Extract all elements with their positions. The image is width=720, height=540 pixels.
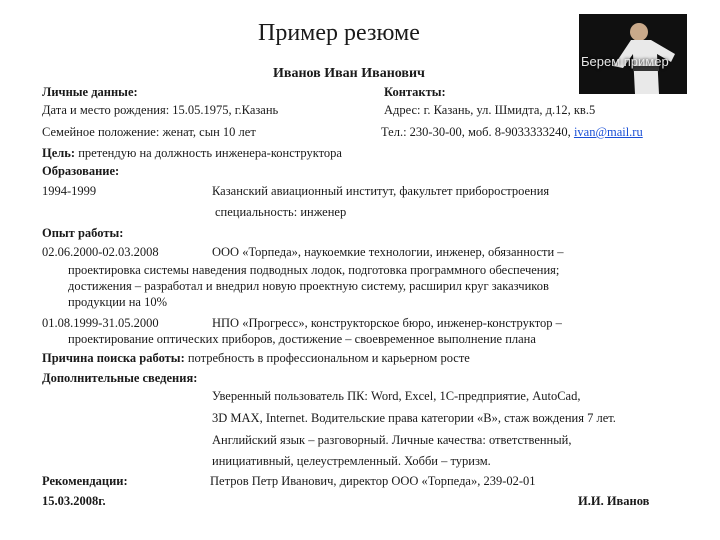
family-status: Семейное положение: женат, сын 10 лет <box>42 125 256 139</box>
job1-line2: проектировка системы наведения подводных лодок, подготовка программного обеспечения; <box>68 263 560 277</box>
recommendations-label: Рекомендации: <box>42 474 128 488</box>
additional-label: Дополнительные сведения: <box>42 371 198 385</box>
phone: Тел.: 230-30-00, моб. 8-9033333240, <box>381 125 571 139</box>
job2-line1: НПО «Прогресс», конструкторское бюро, инженер-конструктор – <box>212 316 562 330</box>
photo <box>579 14 687 94</box>
goal-text: претендую на должность инженера-конструктора <box>78 146 342 160</box>
job2-period: 01.08.1999-31.05.2000 <box>42 316 159 330</box>
education-label: Образование: <box>42 164 120 178</box>
education-line1: Казанский авиационный институт, факультет приборостроения <box>212 184 550 198</box>
job1-period: 02.06.2000-02.03.2008 <box>42 245 159 259</box>
job1-line3: достижения – разработал и внедрил новую проектную систему, расширил круг заказчиков <box>68 279 549 293</box>
page-title: Пример резюме <box>258 20 420 46</box>
birth-info: Дата и место рождения: 15.05.1975, г.Казань <box>42 103 279 117</box>
goal-label: Цель: <box>42 146 76 160</box>
reason-row <box>42 350 470 366</box>
recommendations-text: Петров Петр Иванович, директор ООО «Торпеда», 239-02-01 <box>210 474 536 488</box>
reason-text: потребность в профессиональном и карьерном росте <box>187 351 470 365</box>
additional-line3: Английский язык – разговорный. Личные качества: ответственный, <box>212 433 572 447</box>
email-link[interactable]: ivan@mail.ru <box>573 125 643 139</box>
signature: И.И. Иванов <box>578 494 650 508</box>
education-period: 1994-1999 <box>42 184 97 198</box>
address: Адрес: г. Казань, ул. Шмидта, д.12, кв.5 <box>384 103 596 117</box>
job1-line4: продукции на 10% <box>68 295 167 309</box>
additional-line2: 3D MAX, Internet. Водительские права категории «В», стаж вождения 7 лет. <box>212 411 616 425</box>
reason-label: Причина поиска работы: <box>42 351 185 365</box>
phone-line <box>381 124 643 140</box>
education-line2: специальность: инженер <box>215 205 347 219</box>
additional-line4: инициативный, целеустремленный. Хобби – туризм. <box>212 454 491 468</box>
additional-line1: Уверенный пользователь ПК: Word, Excel, 1С-предприятие, AutoCad, <box>212 389 581 403</box>
contacts-label: Контакты: <box>384 85 446 99</box>
goal-row <box>42 145 342 161</box>
job1-line1: ООО «Торпеда», наукоемкие технологии, инженер, обязанности – <box>212 245 564 259</box>
experience-label: Опыт работы: <box>42 226 124 240</box>
job2-line2: проектирование оптических приборов, достижение – своевременное выполнение плана <box>68 332 536 346</box>
footer-date: 15.03.2008г. <box>42 494 106 508</box>
candidate-name: Иванов Иван Иванович <box>273 66 425 81</box>
personal-label: Личные данные: <box>42 85 138 99</box>
photo-caption: Берем пример <box>581 54 669 69</box>
